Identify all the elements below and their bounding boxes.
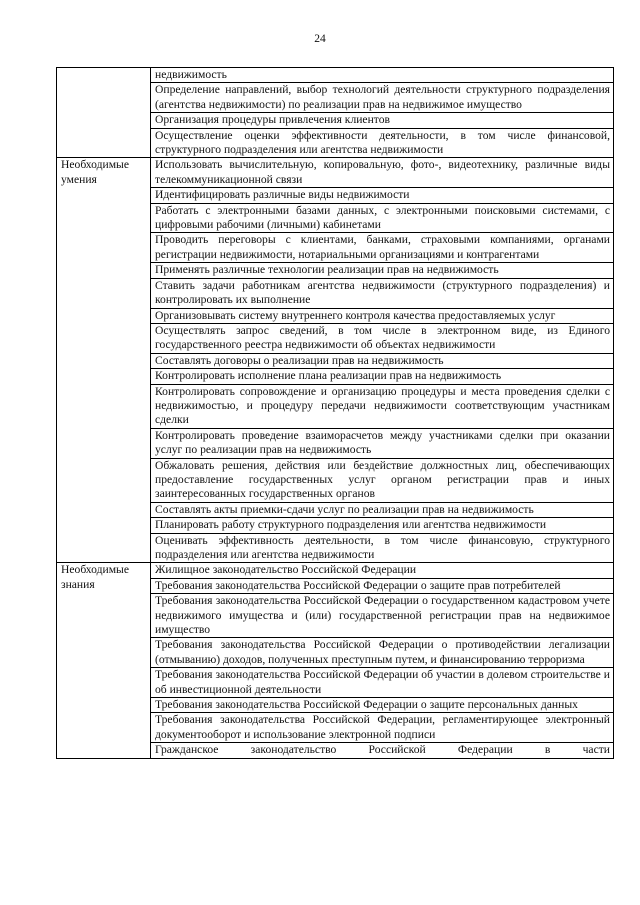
requirements-table [56, 67, 614, 759]
action-cell: недвижимость [151, 68, 614, 83]
knowledge-cell: Жилищное законодательство Российской Федерации [151, 563, 614, 578]
knowledge-cell: Требования законодательства Российской Федерации об участии в долевом строительстве и об инвестиционной деятельности [151, 668, 614, 698]
skills-label-line2: умения [61, 172, 97, 186]
skill-cell: Контролировать проведение взаиморасчетов между участниками сделки при оказании услуг по реализации прав на недвижимость [151, 428, 614, 458]
knowledge-label-line2: знания [61, 577, 95, 591]
skill-cell: Обжаловать решения, действия или бездействие должностных лиц, обеспечивающих предоставление государственных услуг органом регистрации прав и иных заинтересованных государственных органов [151, 458, 614, 502]
knowledge-label [57, 563, 151, 758]
knowledge-cell: Требования законодательства Российской Федерации о защите персональных данных [151, 698, 614, 713]
table-row [57, 563, 614, 578]
skill-cell: Организовывать систему внутреннего контроля качества предоставляемых услуг [151, 308, 614, 323]
table-row [57, 68, 614, 83]
skill-cell: Планировать работу структурного подразделения или агентства недвижимости [151, 518, 614, 533]
skill-cell: Работать с электронными базами данных, с электронными поисковыми системами, с цифровыми рабочими (личными) кабинетами [151, 203, 614, 233]
knowledge-cell: Требования законодательства Российской Федерации о противодействии легализации (отмыванию) доходов, полученных преступным путем, и финансированию терроризма [151, 638, 614, 668]
knowledge-label-line1: Необходимые [61, 563, 129, 577]
action-cell: Определение направлений, выбор технологий деятельности структурного подразделения (агентства недвижимости) по реализации прав на недвижимое имущество [151, 83, 614, 113]
skill-cell: Идентифицировать различные виды недвижимости [151, 188, 614, 203]
skills-label [57, 158, 151, 563]
knowledge-cell: Гражданское законодательство Российской Федерации в части [151, 743, 614, 758]
label-cell-empty [57, 68, 151, 158]
skills-label-line1: Необходимые [61, 158, 129, 172]
skill-cell: Контролировать сопровождение и организацию процедуры и места проведения сделки с недвижимостью, и процедуру передачи недвижимости соответствующим участникам сделки [151, 384, 614, 428]
skill-cell: Составлять договоры о реализации прав на недвижимость [151, 353, 614, 368]
action-cell: Организация процедуры привлечения клиентов [151, 113, 614, 128]
skill-cell: Контролировать исполнение плана реализации прав на недвижимость [151, 369, 614, 384]
skill-cell: Проводить переговоры с клиентами, банками, страховыми компаниями, органами регистрации недвижимости, нотариальными организациями и контрагентами [151, 233, 614, 263]
action-cell: Осуществление оценки эффективности деятельности, в том числе финансовой, структурного подразделения или агентства недвижимости [151, 128, 614, 158]
skill-cell: Составлять акты приемки-сдачи услуг по реализации прав на недвижимость [151, 502, 614, 517]
skill-cell: Осуществлять запрос сведений, в том числе в электронном виде, из Единого государственного реестра недвижимости об объектах недвижимости [151, 323, 614, 353]
page-number: 24 [314, 33, 326, 45]
skill-cell: Применять различные технологии реализации прав на недвижимость [151, 263, 614, 278]
skill-cell: Использовать вычислительную, копировальную, фото-, видеотехнику, различные виды телекоммуникационной связи [151, 158, 614, 188]
table-row [57, 158, 614, 188]
knowledge-cell: Требования законодательства Российской Федерации, регламентирующее электронный документооборот и использование электронной подписи [151, 713, 614, 743]
skill-cell: Оценивать эффективность деятельности, в том числе финансовую, структурного подразделения или агентства недвижимости [151, 533, 614, 563]
knowledge-cell: Требования законодательства Российской Федерации о защите прав потребителей [151, 578, 614, 593]
skill-cell: Ставить задачи работникам агентства недвижимости (структурного подразделения) и контролировать их выполнение [151, 278, 614, 308]
knowledge-cell: Требования законодательства Российской Федерации о государственном кадастровом учете недвижимого имущества и (или) государственной регистрации прав на недвижимое имущество [151, 594, 614, 638]
